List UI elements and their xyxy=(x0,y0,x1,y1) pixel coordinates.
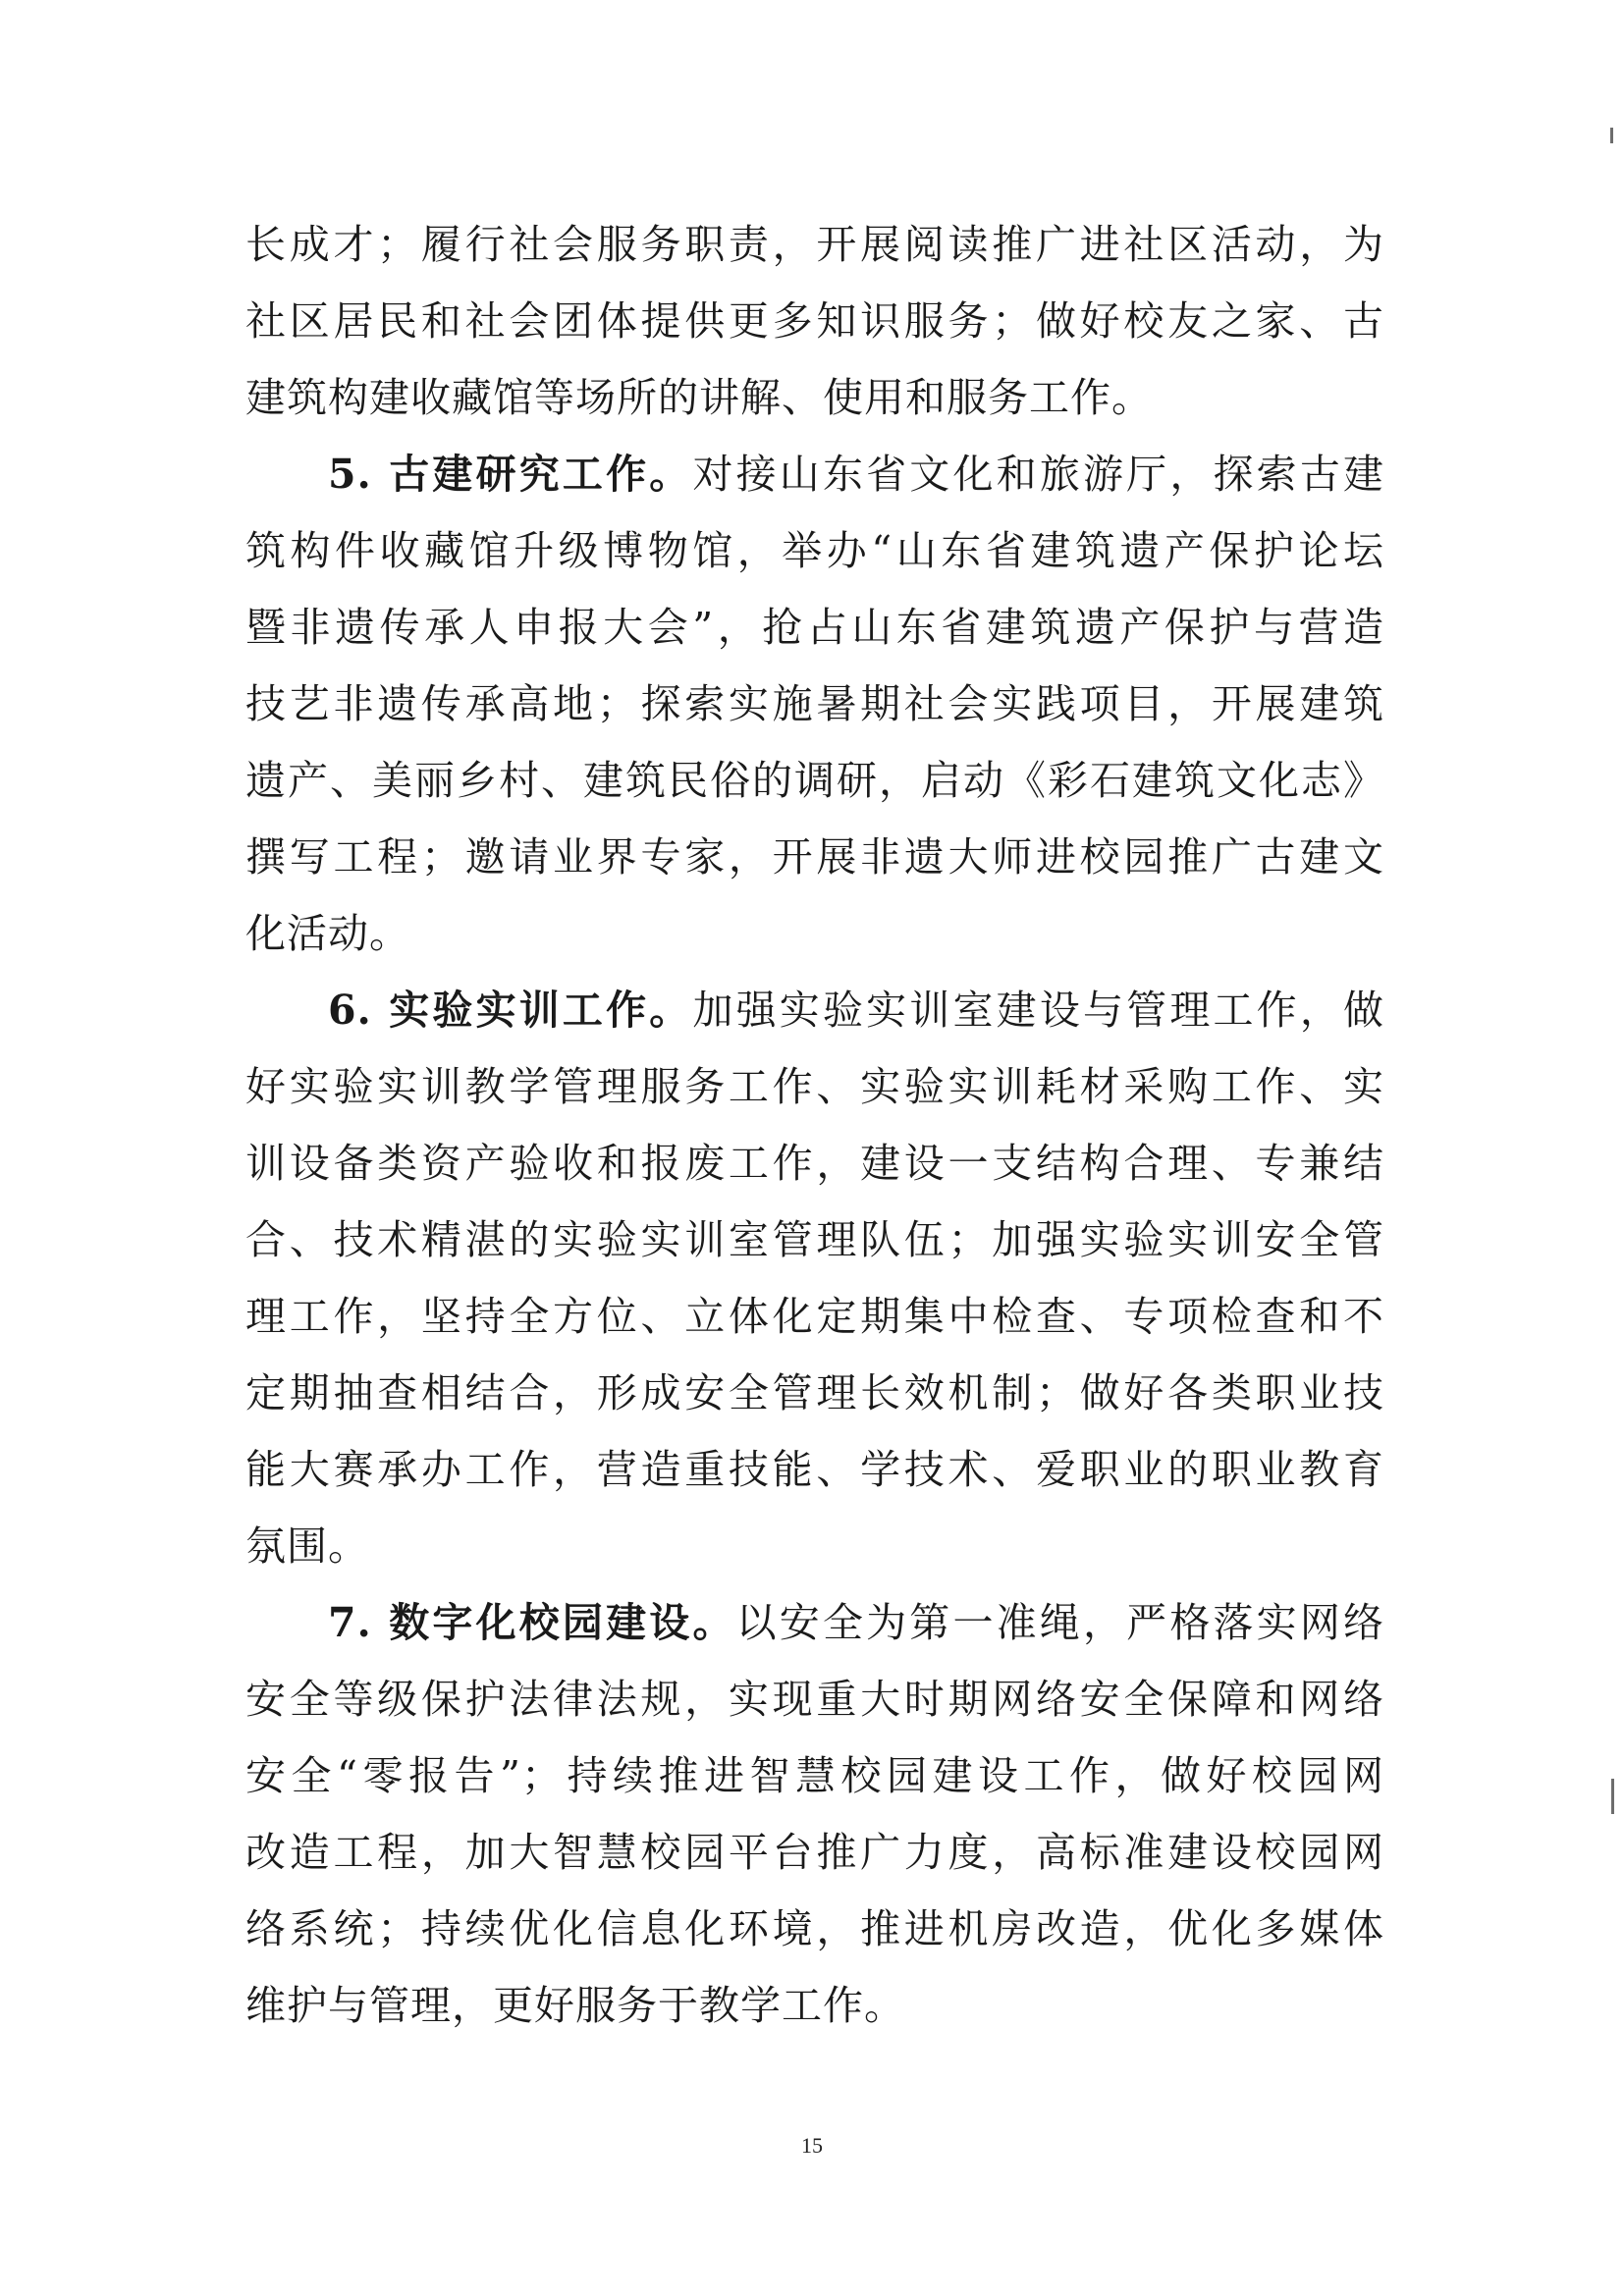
text-line: 好实验实训教学管理服务工作、实验实训耗材采购工作、实 xyxy=(245,1063,1384,1110)
text-line: 安全“零报告”；持续推进智慧校园建设工作，做好校园网 xyxy=(245,1752,1384,1799)
text-line: 对接山东省文化和旅游厅，探索古建 xyxy=(692,451,1385,498)
scan-artifact-mark xyxy=(1611,1779,1614,1814)
text-line: 氛围。 xyxy=(245,1522,369,1570)
scan-artifact-mark xyxy=(1610,128,1613,143)
text-line: 安全等级保护法律法规，实现重大时期网络安全保障和网络 xyxy=(245,1676,1384,1723)
section-6-first-line xyxy=(245,972,1384,1048)
section-heading-7: 7. 数字化校园建设。 xyxy=(328,1599,736,1646)
text-line: 撰写工程；邀请业界专家，开展非遗大师进校园推广古建文 xyxy=(245,833,1384,881)
text-line: 长成才；履行社会服务职责，开展阅读推广进社区活动，为 xyxy=(245,221,1384,268)
section-heading-6: 6. 实验实训工作。 xyxy=(328,987,693,1034)
text-line: 维护与管理，更好服务于教学工作。 xyxy=(245,1982,905,2029)
text-line: 暨非遗传承人申报大会”，抢占山东省建筑遗产保护与营造 xyxy=(245,604,1384,651)
text-line: 改造工程，加大智慧校园平台推广力度，高标准建设校园网 xyxy=(245,1829,1384,1876)
text-line: 化活动。 xyxy=(245,910,410,957)
text-line: 社区居民和社会团体提供更多知识服务；做好校友之家、古 xyxy=(245,297,1384,345)
text-line: 训设备类资产验收和报废工作，建设一支结构合理、专兼结 xyxy=(245,1140,1384,1187)
text-line: 能大赛承办工作，营造重技能、学技术、爱职业的职业教育 xyxy=(245,1446,1384,1493)
section-heading-5: 5. 古建研究工作。 xyxy=(328,451,693,498)
document-body xyxy=(245,206,1384,2044)
text-line: 定期抽查相结合，形成安全管理长效机制；做好各类职业技 xyxy=(245,1369,1384,1416)
page-number: 15 xyxy=(801,2133,823,2158)
text-line: 技艺非遗传承高地；探索实施暑期社会实践项目，开展建筑 xyxy=(245,680,1384,727)
text-line: 络系统；持续优化信息化环境，推进机房改造，优化多媒体 xyxy=(245,1905,1384,1952)
text-line: 合、技术精湛的实验实训室管理队伍；加强实验实训安全管 xyxy=(245,1216,1384,1263)
text-line: 筑构件收藏馆升级博物馆，举办“山东省建筑遗产保护论坛 xyxy=(245,527,1384,574)
text-line: 理工作，坚持全方位、立体化定期集中检查、专项检查和不 xyxy=(245,1293,1384,1340)
text-line: 建筑构建收藏馆等场所的讲解、使用和服务工作。 xyxy=(245,374,1153,421)
section-5-first-line xyxy=(245,436,1384,512)
text-line: 遗产、美丽乡村、建筑民俗的调研，启动《彩石建筑文化志》 xyxy=(245,757,1384,804)
text-line: 以安全为第一准绳，严格落实网络 xyxy=(735,1599,1384,1646)
section-7-first-line xyxy=(245,1584,1384,1661)
text-line: 加强实验实训室建设与管理工作，做 xyxy=(692,987,1385,1034)
